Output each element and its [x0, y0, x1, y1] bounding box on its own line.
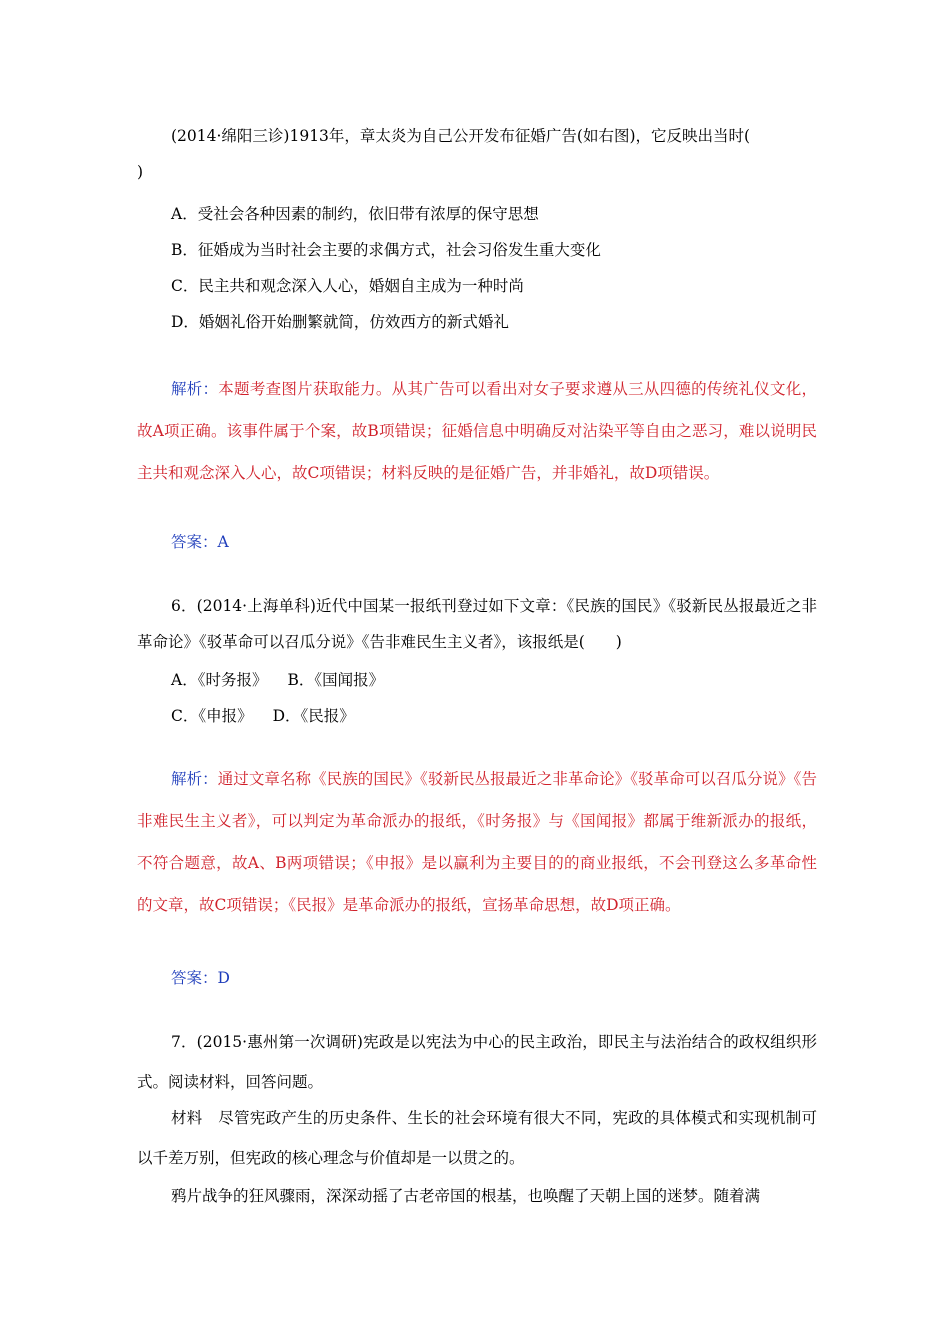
q5-answer: [137, 524, 817, 560]
q5-stem: [137, 118, 817, 154]
q5-option-c: C．民主共和观念深入人心，婚姻自主成为一种时尚: [171, 277, 524, 295]
q6-option-b: B．《国闻报》: [287, 671, 385, 689]
q5-analysis: [137, 368, 817, 494]
q6-stem: 6．(2014·上海单科)近代中国某一报纸刊登过如下文章：《民族的国民》《驳新民丛报最近之非革命论》《驳革命可以召瓜分说》《告非难民生主义者》，该报纸是( ): [137, 597, 817, 651]
q6-analysis: [137, 758, 817, 926]
q6-answer: [137, 960, 817, 996]
q5-answer-label: 答案：: [171, 533, 218, 551]
q6-option-c: C．《申报》: [171, 707, 253, 725]
q6-answer-value: D: [217, 969, 230, 987]
q5-analysis-label: 解析：: [171, 380, 219, 398]
q6-answer-label: 答案：: [171, 969, 218, 987]
q6-option-d: D．《民报》: [272, 707, 355, 725]
q6-options-cd: [171, 698, 811, 734]
q7-material-continued: 鸦片战争的狂风骤雨，深深动摇了古老帝国的根基，也唤醒了天朝上国的迷梦。随着满: [171, 1187, 761, 1205]
q5-analysis-text: 本题考查图片获取能力。从其广告可以看出对女子要求遵从三从四德的传统礼仪文化，故A项正确。该事件属于个案，故B项错误；征婚信息中明确反对沾染平等自由之恶习，难以说明民主共和观念深入人心，故C项错误；材料反映的是征婚广告，并非婚礼，故D项错误。: [137, 380, 817, 482]
q6-analysis-text: 通过文章名称《民族的国民》《驳新民丛报最近之非革命论》《驳革命可以召瓜分说》《告非难民生主义者》，可以判定为革命派办的报纸，《时务报》与《国闻报》都属于维新派办的报纸，不符合题意，故A、B两项错误；《申报》是以赢利为主要目的的商业报纸，不会刊登这么多革命性的文章，故C项错误；《民报》是革命派办的报纸，宣扬革命思想，故D项正确。: [137, 770, 817, 914]
q7-material: 材料 尽管宪政产生的历史条件、生长的社会环境有很大不同，宪政的具体模式和实现机制可以千差万别，但宪政的核心理念与价值却是一以贯之的。: [137, 1109, 817, 1167]
q5-stem-line1: (2014·绵阳三诊)1913年，章太炎为自己公开发布征婚广告(如右图)，它反映出当时(: [171, 127, 751, 145]
q5-answer-value: A: [217, 533, 229, 551]
q6-analysis-label: 解析：: [171, 770, 218, 788]
q6-option-a: A．《时务报》: [171, 671, 268, 689]
q6-options-ab: [171, 662, 811, 698]
q7-stem: 7．(2015·惠州第一次调研)宪政是以宪法为中心的民主政治，即民主与法治结合的政权组织形式。阅读材料，回答问题。: [137, 1033, 817, 1091]
q5-option-b: B．征婚成为当时社会主要的求偶方式，社会习俗发生重大变化: [171, 241, 601, 259]
q5-option-d: D．婚姻礼俗开始删繁就简，仿效西方的新式婚礼: [171, 313, 509, 331]
q5-option-a: A．受社会各种因素的制约，依旧带有浓厚的保守思想: [171, 205, 539, 223]
q5-stem-line2: ): [137, 163, 144, 181]
